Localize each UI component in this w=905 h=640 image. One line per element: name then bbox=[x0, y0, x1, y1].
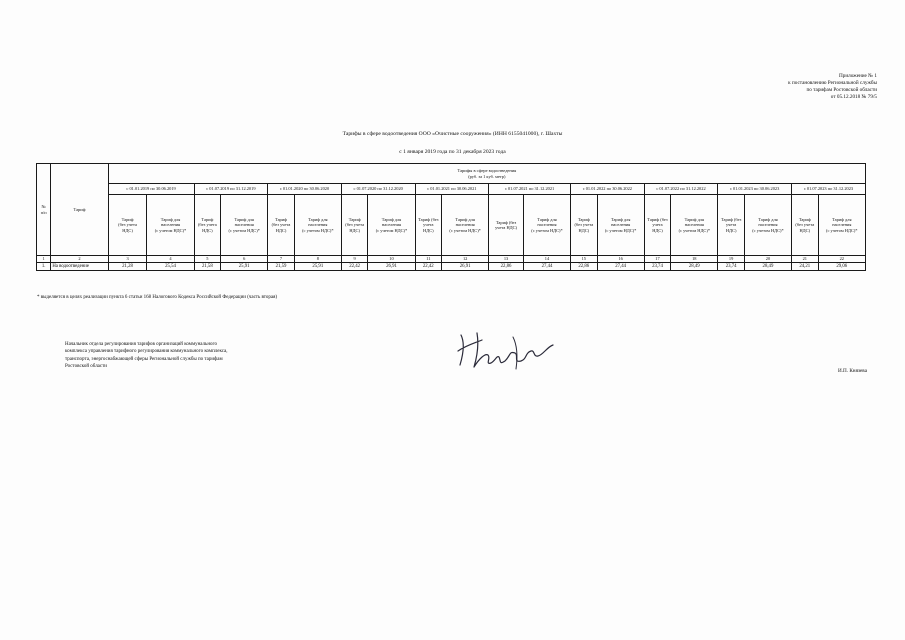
subheader-tariff-excl-vat: Тариф (без учета НДС) bbox=[108, 195, 147, 256]
column-number: 1 bbox=[37, 256, 51, 263]
column-number: 7 bbox=[268, 256, 295, 263]
subheader-tariff-excl-vat: Тариф (без учета НДС) bbox=[341, 195, 368, 256]
period-header: с 01.07.2023 по 31.12.2023 bbox=[791, 184, 865, 195]
header-tariff: Тариф bbox=[51, 164, 108, 256]
row-name: На водоотведение bbox=[51, 263, 108, 271]
tariff-value: 26,91 bbox=[442, 263, 489, 271]
subheader-tariff-excl-vat: Тариф (без учета НДС) bbox=[268, 195, 295, 256]
tariff-value: 23,74 bbox=[718, 263, 745, 271]
header-group: Тарифы в сфере водоотведения (руб. за 1 куб. метр) bbox=[108, 164, 865, 184]
subheader-tariff-excl-vat: Тариф (без учета НДС) bbox=[644, 195, 671, 256]
subheader-tariff-excl-vat: Тариф (без учета НДС) bbox=[194, 195, 221, 256]
period-header: с 01.01.2020 по 30.06.2020 bbox=[268, 184, 342, 195]
subheader-tariff-excl-vat: Тариф (без учета НДС) bbox=[571, 195, 598, 256]
tariff-value: 22,86 bbox=[489, 263, 524, 271]
subheader-tariff-excl-vat: Тариф (без учета НДС) bbox=[415, 195, 442, 256]
stamp-line: к постановлению Региональной службы bbox=[788, 80, 877, 86]
appendix-stamp bbox=[657, 73, 877, 101]
column-number: 5 bbox=[194, 256, 221, 263]
tariff-value: 25,91 bbox=[294, 263, 341, 271]
column-number: 2 bbox=[51, 256, 108, 263]
column-number: 3 bbox=[108, 256, 147, 263]
column-number: 21 bbox=[791, 256, 818, 263]
column-number: 11 bbox=[415, 256, 442, 263]
period-header: с 01.07.2022 по 31.12.2022 bbox=[644, 184, 718, 195]
column-number: 13 bbox=[489, 256, 524, 263]
column-number: 6 bbox=[221, 256, 268, 263]
tariff-value: 24,21 bbox=[791, 263, 818, 271]
period-header: с 01.07.2019 по 31.12.2019 bbox=[194, 184, 268, 195]
column-number: 17 bbox=[644, 256, 671, 263]
stamp-line: по тарифам Ростовской области bbox=[806, 87, 877, 93]
footnote: * выделяется в целях реализации пункта 6 статьи 168 Налогового Кодекса Российской Федерации (часть вторая) bbox=[37, 295, 278, 300]
tariff-value: 27,44 bbox=[597, 263, 644, 271]
subheader-tariff-population: Тариф для населения (с учетом НДС)* bbox=[294, 195, 341, 256]
period-title: с 1 января 2019 года по 31 декабря 2023 года bbox=[399, 149, 506, 155]
column-number: 10 bbox=[368, 256, 415, 263]
subheader-tariff-population: Тариф для населения (с учетом НДС)* bbox=[523, 195, 570, 256]
tariff-value: 22,86 bbox=[571, 263, 598, 271]
column-number: 16 bbox=[597, 256, 644, 263]
stamp-line: Приложение № 1 bbox=[839, 73, 877, 79]
tariff-value: 21,58 bbox=[194, 263, 221, 271]
position-line: транспорта, энергоснабжающей сферы Региональной службы по тарифам bbox=[65, 356, 223, 362]
column-number: 14 bbox=[523, 256, 570, 263]
tariff-value: 21,59 bbox=[268, 263, 295, 271]
tariff-value: 28,49 bbox=[671, 263, 718, 271]
stamp-line: от 05.12.2018 № 79/5 bbox=[830, 94, 877, 100]
column-number: 18 bbox=[671, 256, 718, 263]
column-number: 9 bbox=[341, 256, 368, 263]
subheader-tariff-population: Тариф для населения (с учетом НДС)* bbox=[147, 195, 194, 256]
tariff-value: 26,91 bbox=[368, 263, 415, 271]
subheader-tariff-population: Тариф для населения (с учетом НДС)* bbox=[744, 195, 791, 256]
column-number: 12 bbox=[442, 256, 489, 263]
tariff-value: 25,91 bbox=[221, 263, 268, 271]
subheader-tariff-population: Тариф для населения (с учетом НДС)* bbox=[671, 195, 718, 256]
subheader-tariff-population: Тариф для населения (с учетом НДС)* bbox=[368, 195, 415, 256]
subheader-tariff-population: Тариф для населения (с учетом НДС)* bbox=[597, 195, 644, 256]
signatory-name: И.П. Князева bbox=[837, 368, 867, 374]
column-number: 15 bbox=[571, 256, 598, 263]
tariff-value: 27,44 bbox=[523, 263, 570, 271]
position-line: Начальник отдела регулирования тарифов организаций коммунального bbox=[65, 342, 217, 347]
tariff-value: 29,06 bbox=[818, 263, 865, 271]
subheader-tariff-excl-vat: Тариф (без учета НДС) bbox=[791, 195, 818, 256]
tariff-value: 28,49 bbox=[744, 263, 791, 271]
position-line: комплекса управления тарифного регулирования коммунального комплекса, bbox=[65, 349, 228, 355]
subheader-tariff-population: Тариф для населения (с учетом НДС)* bbox=[442, 195, 489, 256]
column-number: 8 bbox=[294, 256, 341, 263]
tariff-value: 25,54 bbox=[147, 263, 194, 271]
column-number: 20 bbox=[744, 256, 791, 263]
tariff-value: 21,28 bbox=[108, 263, 147, 271]
header-row-number: № п/п bbox=[37, 164, 51, 256]
subheader-tariff-population: Тариф для населения (с учетом НДС)* bbox=[818, 195, 865, 256]
column-number: 19 bbox=[718, 256, 745, 263]
period-header: с 01.01.2021 по 30.06.2021 bbox=[415, 184, 489, 195]
handwritten-signature bbox=[455, 325, 560, 375]
column-number: 4 bbox=[147, 256, 194, 263]
period-header: с 01.01.2022 по 30.06.2022 bbox=[571, 184, 645, 195]
tariff-value: 23,74 bbox=[644, 263, 671, 271]
subheader-tariff-excl-vat: Тариф (без учета НДС) bbox=[718, 195, 745, 256]
signatory-position bbox=[65, 341, 305, 371]
period-header: с 01.01.2019 по 30.06.2019 bbox=[108, 184, 194, 195]
subheader-tariff-excl-vat: Тариф (без учета НДС) bbox=[489, 195, 524, 256]
period-header: с 01.07.2020 по 31.12.2020 bbox=[341, 184, 415, 195]
document-title: Тарифы в сфере водоотведения ООО «Очистные сооружения» (ИНН 6155041000), г. Шахты bbox=[342, 131, 563, 137]
tariff-value: 22,42 bbox=[415, 263, 442, 271]
period-header: с 01.01.2023 по 30.06.2023 bbox=[718, 184, 792, 195]
subheader-tariff-population: Тариф для населения (с учетом НДС)* bbox=[221, 195, 268, 256]
position-line: Ростовской области bbox=[65, 364, 107, 370]
column-number: 22 bbox=[818, 256, 865, 263]
row-number: 1. bbox=[37, 263, 51, 271]
period-header: с 01.07.2021 по 31.12.2021 bbox=[489, 184, 571, 195]
tariff-value: 22,42 bbox=[341, 263, 368, 271]
tariff-table bbox=[36, 163, 866, 271]
